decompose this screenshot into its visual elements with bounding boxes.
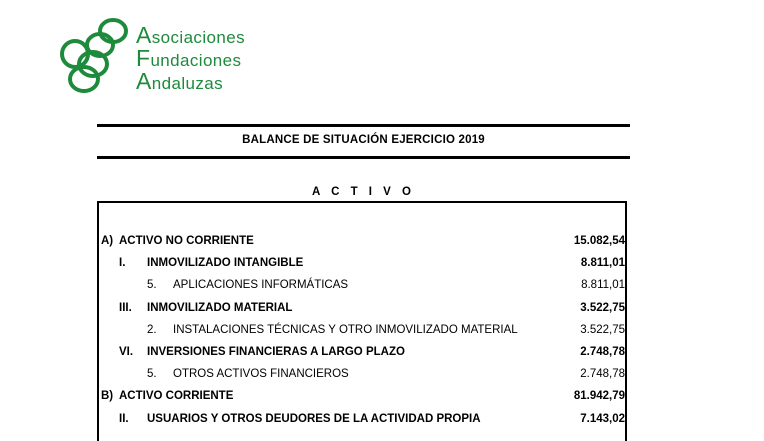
table-row (99, 342, 625, 362)
row-label: INMOVILIZADO INTANGIBLE (147, 257, 304, 270)
row-amount: 2.748,78 (580, 346, 625, 358)
table-row (99, 386, 625, 406)
row-amount: 81.942,79 (573, 390, 625, 403)
logo-line-3 (136, 68, 245, 94)
logo-rest: sociaciones (151, 28, 245, 47)
title-rule-bottom (97, 156, 630, 159)
row-label: INVERSIONES FINANCIERAS A LARGO PLAZO (147, 346, 405, 358)
row-amount: 8.811,01 (580, 257, 625, 270)
row-label: OTROS ACTIVOS FINANCIEROS (173, 368, 349, 381)
row-label: ACTIVO NO CORRIENTE (119, 235, 254, 247)
logo-line-2 (136, 45, 245, 71)
logo-wordmark (136, 22, 245, 94)
balance-table (97, 201, 627, 441)
logo-rest: ndaluzas (151, 74, 223, 93)
table-row (99, 364, 625, 384)
table-row (99, 298, 625, 318)
row-code: II. (119, 412, 129, 425)
row-code: VI. (119, 346, 134, 358)
row-amount: 2.748,78 (580, 368, 625, 381)
row-label: INMOVILIZADO MATERIAL (147, 301, 293, 314)
row-label: INSTALACIONES TÉCNICAS Y OTRO INMOVILIZADO MATERIAL (173, 323, 518, 336)
row-amount: 3.522,75 (580, 323, 625, 336)
title-rule-top (97, 124, 630, 127)
row-label: USUARIOS Y OTROS DEUDORES DE LA ACTIVIDAD PROPIA (147, 412, 481, 425)
row-code: I. (119, 257, 126, 270)
row-label: APLICACIONES INFORMÁTICAS (173, 279, 349, 292)
row-amount: 8.811,01 (581, 279, 625, 292)
logo-cap: A (136, 68, 152, 94)
row-amount: 7.143,02 (580, 412, 625, 425)
table-row (99, 320, 625, 340)
section-title: A C T I V O (312, 186, 415, 198)
interlocked-rings-icon (58, 14, 134, 96)
logo-rest: undaciones (150, 51, 242, 70)
logo-cap: F (136, 45, 151, 71)
row-code: B) (101, 390, 114, 403)
row-amount: 3.522,75 (580, 301, 625, 314)
row-amount: 15.082,54 (573, 235, 625, 247)
document-title: BALANCE DE SITUACIÓN EJERCICIO 2019 (242, 134, 485, 146)
logo (58, 14, 258, 96)
row-code: A) (101, 235, 114, 247)
row-code: 2. (147, 323, 157, 336)
logo-line-1 (136, 22, 245, 48)
row-code: 5. (147, 279, 157, 292)
row-code: III. (119, 301, 132, 314)
row-code: 5. (147, 368, 157, 381)
table-row (99, 409, 625, 429)
table-row (99, 231, 625, 251)
row-label: ACTIVO CORRIENTE (119, 390, 234, 403)
table-row (99, 275, 625, 295)
logo-cap: A (136, 22, 152, 48)
table-row (99, 253, 625, 273)
